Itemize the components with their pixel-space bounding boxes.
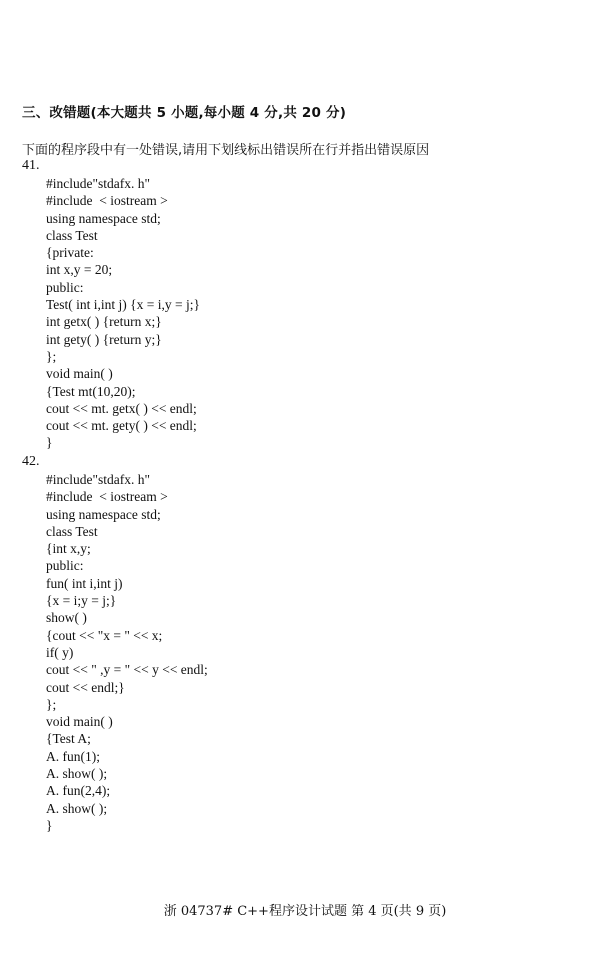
code-line: Test( int i,int j) {x = i,y = j;}: [46, 297, 200, 313]
code-line: A. show( );: [46, 766, 108, 782]
code-line: };: [46, 696, 57, 712]
code-line: public:: [46, 558, 84, 574]
code-line: #include"stdafx. h": [46, 472, 150, 487]
code-block-42: [46, 471, 208, 834]
code-line: int getx( ) {return x;}: [46, 314, 162, 330]
question-number-42: 42.: [22, 454, 40, 469]
code-line: {Test mt(10,20);: [46, 383, 136, 399]
code-line: #include < iostream >: [46, 489, 168, 505]
code-line: {x = i;y = j;}: [46, 593, 117, 609]
code-line: class Test: [46, 523, 98, 539]
question-number-41: 41.: [22, 158, 40, 173]
section-heading: 三、改错题(本大题共 5 小题,每小题 4 分,共 20 分): [22, 105, 347, 121]
code-line: show( ): [46, 610, 87, 626]
code-line: void main( ): [46, 366, 113, 382]
code-line: if( y): [46, 644, 74, 660]
code-line: #include"stdafx. h": [46, 176, 150, 191]
code-line: #include < iostream >: [46, 193, 168, 209]
code-line: int gety( ) {return y;}: [46, 331, 162, 347]
code-line: int x,y = 20;: [46, 262, 113, 278]
code-line: {cout << "x = " << x;: [46, 627, 163, 643]
code-line: void main( ): [46, 714, 113, 730]
code-line: using namespace std;: [46, 506, 161, 522]
code-block-41: [46, 175, 200, 452]
code-line: fun( int i,int j): [46, 575, 123, 591]
code-line: }: [46, 435, 53, 451]
code-line: A. show( );: [46, 800, 108, 816]
code-line: cout << mt. gety( ) << endl;: [46, 418, 197, 434]
code-line: {int x,y;: [46, 541, 91, 557]
code-line: using namespace std;: [46, 210, 161, 226]
code-line: {Test A;: [46, 731, 91, 747]
code-line: A. fun(2,4);: [46, 783, 111, 799]
instructions-text: 下面的程序段中有一处错误,请用下划线标出错误所在行并指出错误原因: [22, 143, 430, 158]
code-line: cout << mt. getx( ) << endl;: [46, 400, 197, 416]
code-line: class Test: [46, 227, 98, 243]
code-line: }: [46, 817, 53, 833]
code-line: {private:: [46, 245, 94, 261]
page-footer: 浙 04737# C++程序设计试题 第 4 页(共 9 页): [163, 904, 447, 919]
code-line: public:: [46, 279, 84, 295]
code-line: A. fun(1);: [46, 748, 100, 764]
code-line: cout << endl;}: [46, 679, 125, 695]
code-line: };: [46, 348, 57, 364]
code-line: cout << " ,y = " << y << endl;: [46, 662, 208, 678]
